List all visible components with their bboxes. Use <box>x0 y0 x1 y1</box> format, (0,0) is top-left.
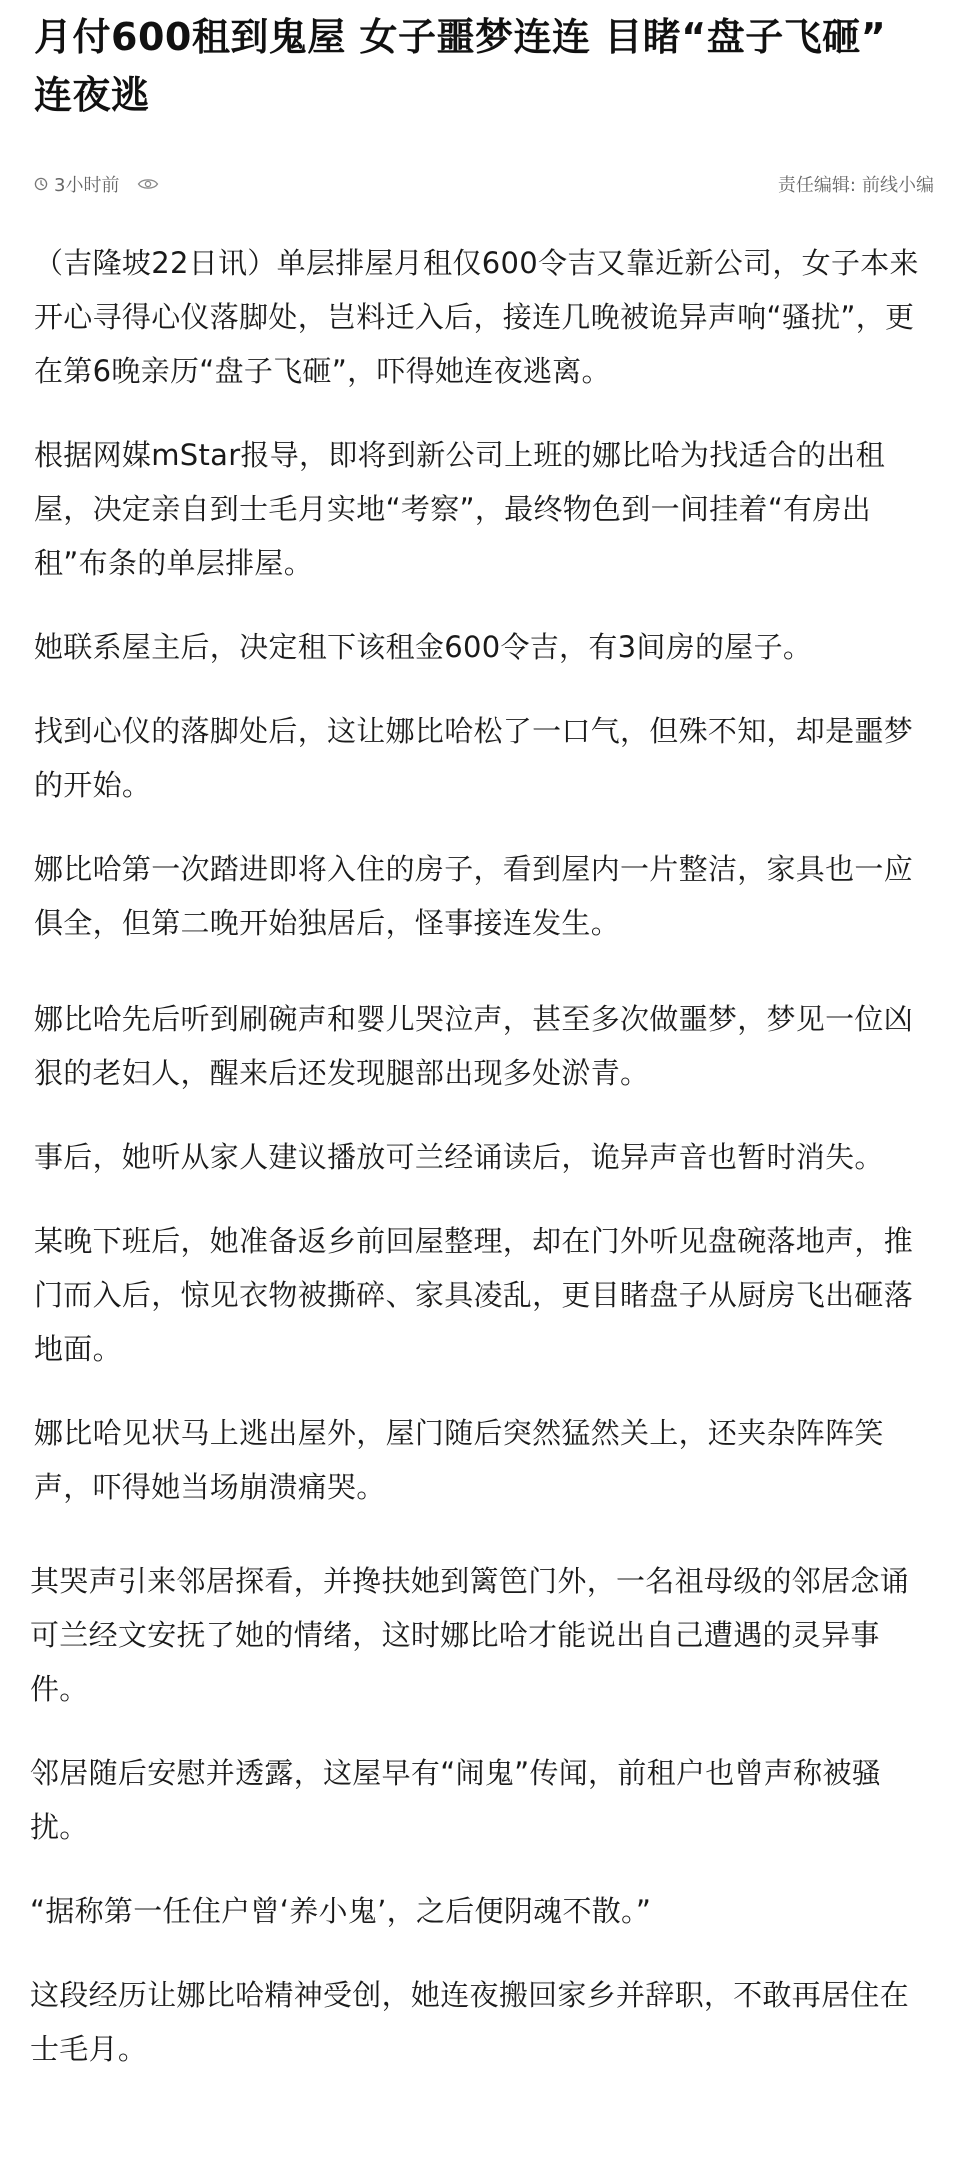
quote-paragraph: “据称第一任住户曾‘养小鬼’，之后便阴魂不散。” <box>30 1894 652 1928</box>
paragraph: 找到心仪的落脚处后，这让娜比哈松了一口气，但殊不知，却是噩梦的开始。 <box>34 714 914 802</box>
eye-icon <box>137 177 159 191</box>
paragraph: （吉隆坡22日讯）单层排屋月租仅600令吉又靠近新公司，女子本来开心寻得心仪落脚处，岂料迁入后，接连几晚被诡异声响“骚扰”，更在第6晚亲历“盘子飞砸”，吓得她连夜逃离。 <box>34 246 919 388</box>
paragraph: 邻居随后安慰并透露，这屋早有“闹鬼”传闻，前租户也曾声称被骚扰。 <box>30 1756 882 1844</box>
meta-left <box>34 171 159 197</box>
paragraph: 事后，她听从家人建议播放可兰经诵读后，诡异声音也暂时消失。 <box>34 1140 884 1174</box>
paragraph: 娜比哈先后听到刷碗声和婴儿哭泣声，甚至多次做噩梦，梦见一位凶狠的老妇人，醒来后还发现腿部出现多处淤青。 <box>34 1002 914 1090</box>
editor-label: 责任编辑: <box>777 175 856 196</box>
paragraph: 其哭声引来邻居探看，并搀扶她到篱笆门外，一名祖母级的邻居念诵可兰经文安抚了她的情绪，这时娜比哈才能说出自己遭遇的灵异事件。 <box>30 1564 910 1706</box>
editor-name: 前线小编 <box>862 175 934 196</box>
article-headline: 月付600租到鬼屋 女子噩梦连连 目睹“盘子飞砸” 连夜逃 <box>34 15 887 117</box>
paragraph: 某晚下班后，她准备返乡前回屋整理，却在门外听见盘碗落地声，推门而入后，惊见衣物被撕碎、家具凌乱，更目睹盘子从厨房飞出砸落地面。 <box>34 1224 914 1366</box>
paragraph: 娜比哈第一次踏进即将入住的房子，看到屋内一片整洁，家具也一应俱全，但第二晚开始独居后，怪事接连发生。 <box>34 852 914 940</box>
paragraph: 这段经历让娜比哈精神受创，她连夜搬回家乡并辞职，不敢再居住在士毛月。 <box>30 1978 910 2066</box>
paragraph: 娜比哈见状马上逃出屋外，屋门随后突然猛然关上，还夹杂阵阵笑声，吓得她当场崩溃痛哭。 <box>34 1416 884 1504</box>
article-body <box>30 236 938 2076</box>
clock-icon <box>34 177 48 191</box>
publish-time: 3小时前 <box>54 175 120 196</box>
article-meta <box>34 168 934 200</box>
paragraph: 根据网媒mStar报导，即将到新公司上班的娜比哈为找适合的出租屋，决定亲自到士毛月实地“考察”，最终物色到一间挂着“有房出租”布条的单层排屋。 <box>34 438 886 580</box>
paragraph: 她联系屋主后，决定租下该租金600令吉，有3间房的屋子。 <box>34 630 813 664</box>
editor-credit <box>778 171 934 197</box>
